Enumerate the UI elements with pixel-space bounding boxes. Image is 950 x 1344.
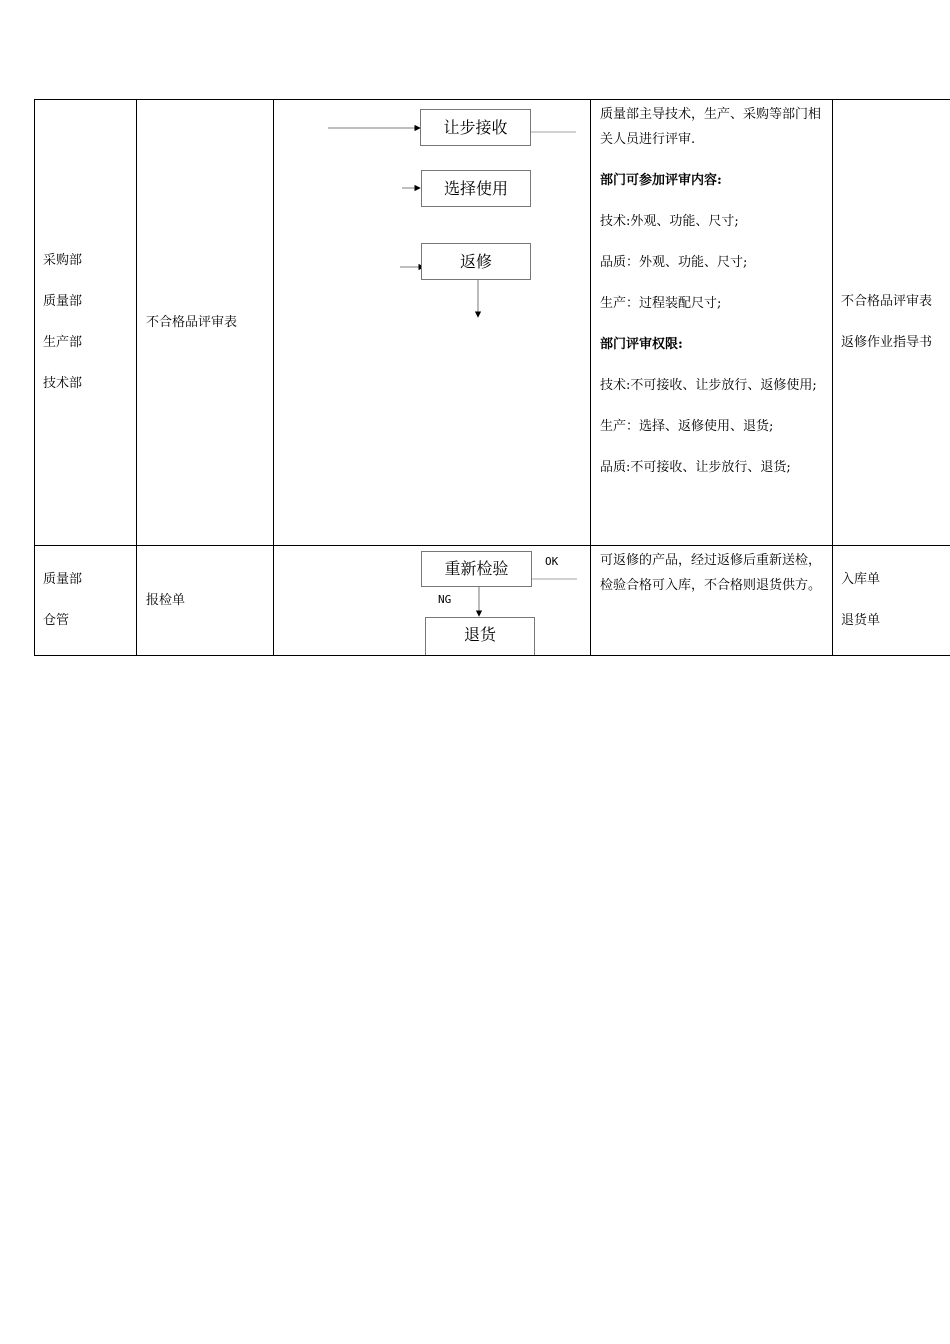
department-name: 技术部 [43,376,83,391]
description-heading: 部门评审权限: [600,337,683,352]
department-name: 采购部 [43,253,83,268]
department-name: 质量部 [43,294,83,309]
flowchart-reinspect [274,546,590,655]
document-name: 返修作业指导书 [841,335,933,350]
flow-cell [274,546,591,656]
flow-box-concession: 让步接收 [420,109,531,146]
flow-connectors [274,100,590,543]
description-text: 生产：过程装配尺寸; [600,296,722,311]
table-row [35,546,950,656]
description-text: 生产：选择、返修使用、退货; [600,419,774,434]
document-name: 入库单 [841,572,881,587]
document-name: 不合格品评审表 [841,294,933,309]
department-name: 质量部 [43,572,83,587]
document-name: 退货单 [841,613,881,628]
flow-box-return: 退货 [425,617,535,655]
description-text: 技术:外观、功能、尺寸; [600,214,739,229]
table-row [35,100,950,546]
ok-label: OK [545,555,559,568]
description-text: 品质:不可接收、让步放行、退货; [600,460,791,475]
description-text: 技术:不可接收、让步放行、返修使用; [600,378,817,393]
record-name: 报检单 [146,592,186,608]
record-cell [137,546,274,656]
flow-box-rework: 返修 [421,243,531,280]
flowchart-review [274,100,590,545]
description-cell [591,546,833,656]
description-text: 品质：外观、功能、尺寸; [600,255,748,270]
documents-cell [833,546,950,656]
department-cell [35,100,137,546]
description-text: 可返修的产品，经过返修后重新送检，检验合格可入库，不合格则退货供方。 [600,553,822,593]
description-text: 质量部主导技术，生产、采购等部门相关人员进行评审. [600,107,822,147]
record-cell [137,100,274,546]
description-cell [591,100,833,546]
description-heading: 部门可参加评审内容: [600,173,722,188]
documents-cell [833,100,950,546]
procedure-table [34,99,950,656]
flow-box-reinspect: 重新检验 [421,551,532,587]
flow-cell [274,100,591,546]
department-name: 仓管 [43,613,70,628]
department-name: 生产部 [43,335,83,350]
ng-label: NG [438,593,452,606]
department-cell [35,546,137,656]
flow-box-select: 选择使用 [421,170,531,207]
record-name: 不合格品评审表 [146,314,238,330]
